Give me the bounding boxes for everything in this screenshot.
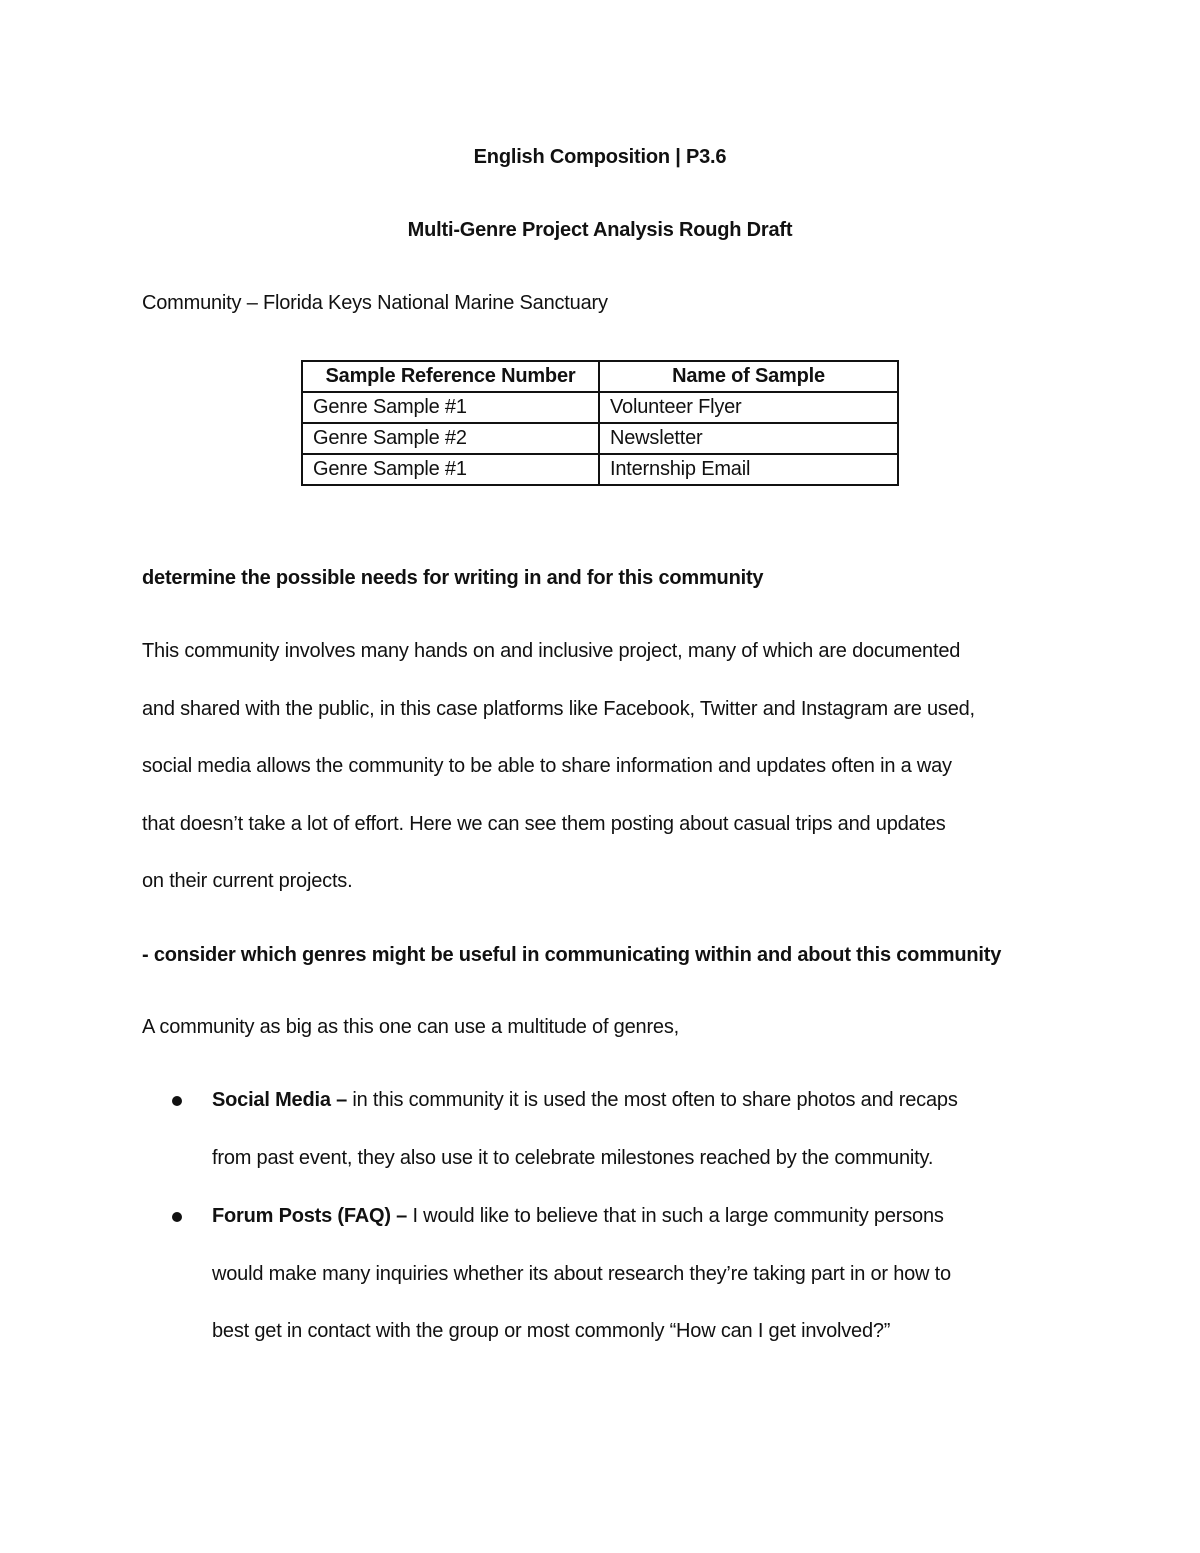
bullet-term: Forum Posts (FAQ) –: [212, 1205, 408, 1227]
table-cell: Genre Sample #1: [302, 392, 599, 423]
table-cell: Internship Email: [599, 454, 898, 485]
paragraph-line: that doesn’t take a lot of effort. Here we can see them posting about casual trips and updates: [142, 812, 946, 835]
assignment-title: Multi-Genre Project Analysis Rough Draft: [407, 219, 793, 241]
sample-table: [301, 360, 899, 486]
bullet-first-line: [212, 1188, 1072, 1246]
bullet-icon: [172, 1212, 182, 1222]
table-header-cell: Sample Reference Number: [302, 361, 599, 392]
bullet-text: I would like to believe that in such a large community persons: [407, 1205, 944, 1227]
table-cell: Volunteer Flyer: [599, 392, 898, 423]
bullet-line: from past event, they also use it to celebrate milestones reached by the community.: [212, 1146, 934, 1169]
community-line: Community – Florida Keys National Marine Sanctuary: [142, 292, 608, 314]
table-cell: Newsletter: [599, 423, 898, 454]
table-row: [302, 392, 898, 423]
section-heading: - consider which genres might be useful in communicating within and about this community: [142, 944, 1002, 966]
bullet-text: in this community it is used the most often to share photos and recaps: [347, 1089, 958, 1111]
bullet-line: best get in contact with the group or most commonly “How can I get involved?”: [212, 1320, 891, 1342]
paragraph-line: and shared with the public, in this case platforms like Facebook, Twitter and Instagram are used,: [142, 697, 975, 720]
list-item: [212, 1188, 1072, 1361]
table-header-row: [302, 361, 898, 392]
paragraph-line: social media allows the community to be able to share information and updates often in a way: [142, 755, 952, 777]
table-cell: Genre Sample #1: [302, 454, 599, 485]
bullet-term: Social Media –: [212, 1089, 348, 1111]
list-item: [212, 1072, 1072, 1187]
table-row: [302, 454, 898, 485]
bullet-line: would make many inquiries whether its about research they’re taking part in or how to: [212, 1262, 951, 1285]
table-cell: Genre Sample #2: [302, 423, 599, 454]
section-paragraph: [142, 623, 1067, 911]
paragraph-line: on their current projects.: [142, 870, 353, 892]
paragraph-line: This community involves many hands on and inclusive project, many of which are documented: [142, 640, 961, 662]
section-intro: A community as big as this one can use a multitude of genres,: [142, 1016, 679, 1038]
table-header-cell: Name of Sample: [599, 361, 898, 392]
course-title: English Composition | P3.6: [473, 146, 727, 168]
bullet-first-line: [212, 1072, 1072, 1130]
table-row: [302, 423, 898, 454]
bullet-icon: [172, 1096, 182, 1106]
section-heading: determine the possible needs for writing in and for this community: [142, 567, 764, 589]
